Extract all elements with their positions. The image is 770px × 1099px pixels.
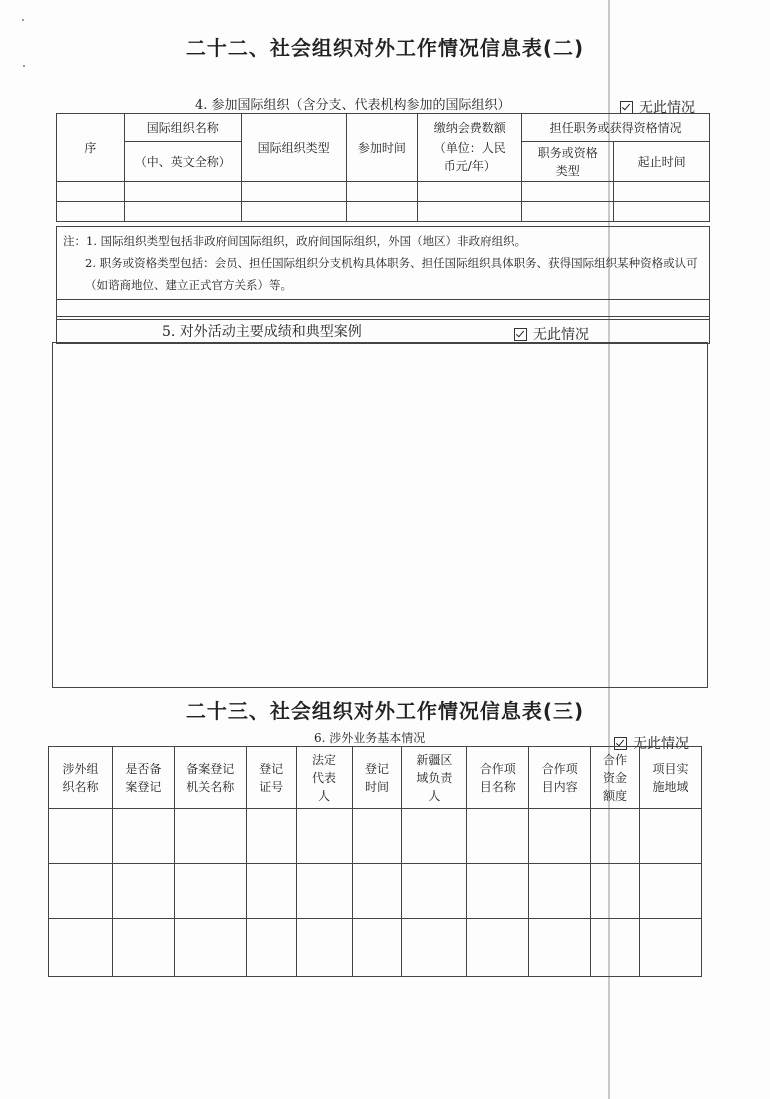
table-row (49, 809, 702, 864)
table-cell[interactable] (246, 919, 296, 977)
header-legal-representative: 法定代表人 (296, 747, 352, 809)
section-6-label: 6. 涉外业务基本情况 (314, 731, 426, 745)
table-cell[interactable] (522, 202, 614, 222)
table-cell[interactable] (112, 919, 174, 977)
section-4-label: 4. 参加国际组织（含分支、代表机构参加的国际组织） (195, 98, 511, 113)
checked-checkbox-icon[interactable] (620, 101, 633, 114)
table-cell[interactable] (591, 919, 640, 977)
header-join-time: 参加时间 (346, 114, 418, 182)
table-row (57, 202, 710, 222)
table-cell[interactable] (591, 809, 640, 864)
header-fee-unit: （单位：人民币元/年） (433, 140, 506, 173)
table-cell[interactable] (346, 182, 418, 202)
table-cell[interactable] (402, 864, 467, 919)
header-role-type: 职务或资格类型 (522, 142, 614, 182)
table-cell[interactable] (529, 919, 591, 977)
form-23-title: 二十三、社会组织对外工作情况信息表(三) (185, 699, 585, 723)
table-cell[interactable] (124, 182, 241, 202)
table-cell[interactable] (174, 864, 246, 919)
section-5-no-such-case[interactable] (514, 324, 589, 344)
table-cell[interactable] (467, 809, 529, 864)
header-role: 担任职务或获得资格情况 (522, 114, 710, 142)
header-funding-amount: 合作资金额度 (591, 747, 640, 809)
table-cell[interactable] (640, 864, 702, 919)
header-project-content: 合作项目内容 (529, 747, 591, 809)
header-seq: 序 (57, 114, 125, 182)
international-org-table (56, 113, 710, 222)
notes-cell (57, 227, 710, 300)
table-row (49, 919, 702, 977)
checkbox-label: 无此情况 (533, 327, 589, 343)
table-cell[interactable] (174, 919, 246, 977)
table-cell[interactable] (49, 919, 113, 977)
table-cell[interactable] (246, 809, 296, 864)
table-cell[interactable] (241, 182, 346, 202)
section-5-label: 5. 对外活动主要成绩和典型案例 (162, 324, 362, 340)
checkbox-label: 无此情况 (633, 736, 689, 752)
header-fee (418, 114, 522, 182)
table-row (49, 864, 702, 919)
table-cell[interactable] (467, 919, 529, 977)
table-cell[interactable] (57, 202, 125, 222)
table-row (57, 182, 710, 202)
header-fee-label: 缴纳会费数额 (433, 120, 506, 135)
table-cell[interactable] (352, 809, 402, 864)
foreign-business-table (48, 746, 702, 977)
table-cell[interactable] (402, 919, 467, 977)
header-is-registered: 是否备案登记 (112, 747, 174, 809)
header-foreign-org-name: 涉外组织名称 (49, 747, 113, 809)
form-22-title: 二十二、社会组织对外工作情况信息表(二) (185, 36, 585, 60)
table-cell[interactable] (529, 864, 591, 919)
notes-table (56, 226, 710, 320)
table-cell[interactable] (296, 864, 352, 919)
header-project-name: 合作项目名称 (467, 747, 529, 809)
table-cell[interactable] (346, 202, 418, 222)
table-cell[interactable] (640, 919, 702, 977)
table-cell[interactable] (467, 864, 529, 919)
table-cell[interactable] (296, 809, 352, 864)
table-cell[interactable] (418, 202, 522, 222)
table-cell[interactable] (246, 864, 296, 919)
header-org-name: 国际组织名称 (124, 114, 241, 142)
header-registration-authority: 备案登记机关名称 (174, 747, 246, 809)
table-cell[interactable] (591, 864, 640, 919)
header-registration-number: 登记证号 (246, 747, 296, 809)
header-registration-time: 登记时间 (352, 747, 402, 809)
table-cell[interactable] (49, 809, 113, 864)
header-implementation-region: 项目实施地域 (640, 747, 702, 809)
table-cell[interactable] (112, 809, 174, 864)
header-role-period: 起止时间 (614, 142, 710, 182)
header-org-name-sub: （中、英文全称） (124, 142, 241, 182)
table-cell[interactable] (614, 182, 710, 202)
checkbox-label: 无此情况 (639, 100, 695, 116)
table-cell[interactable] (57, 182, 125, 202)
header-xinjiang-leader: 新疆区域负责人 (402, 747, 467, 809)
table-cell[interactable] (352, 864, 402, 919)
achievements-text-area[interactable] (52, 342, 708, 688)
table-cell[interactable] (614, 202, 710, 222)
note-1: 注：1. 国际组织类型包括非政府间国际组织，政府间国际组织，外国（地区）非政府组织。 (63, 234, 527, 248)
table-cell[interactable] (529, 809, 591, 864)
note-2: 2. 职务或资格类型包括：会员、担任国际组织分支机构具体职务、担任国际组织具体职务、获得国际组织某种资格或认可（如谘商地位、建立正式官方关系）等。 (85, 256, 698, 292)
table-cell[interactable] (352, 919, 402, 977)
header-org-type: 国际组织类型 (241, 114, 346, 182)
section-5-header (56, 316, 710, 344)
table-cell[interactable] (241, 202, 346, 222)
scan-speck (23, 65, 25, 67)
table-cell[interactable] (124, 202, 241, 222)
table-cell[interactable] (640, 809, 702, 864)
table-cell[interactable] (402, 809, 467, 864)
table-cell[interactable] (296, 919, 352, 977)
checked-checkbox-icon[interactable] (514, 328, 527, 341)
table-cell[interactable] (112, 864, 174, 919)
table-cell[interactable] (49, 864, 113, 919)
table-cell[interactable] (522, 182, 614, 202)
scan-speck (22, 19, 24, 21)
table-cell[interactable] (174, 809, 246, 864)
table-cell[interactable] (418, 182, 522, 202)
